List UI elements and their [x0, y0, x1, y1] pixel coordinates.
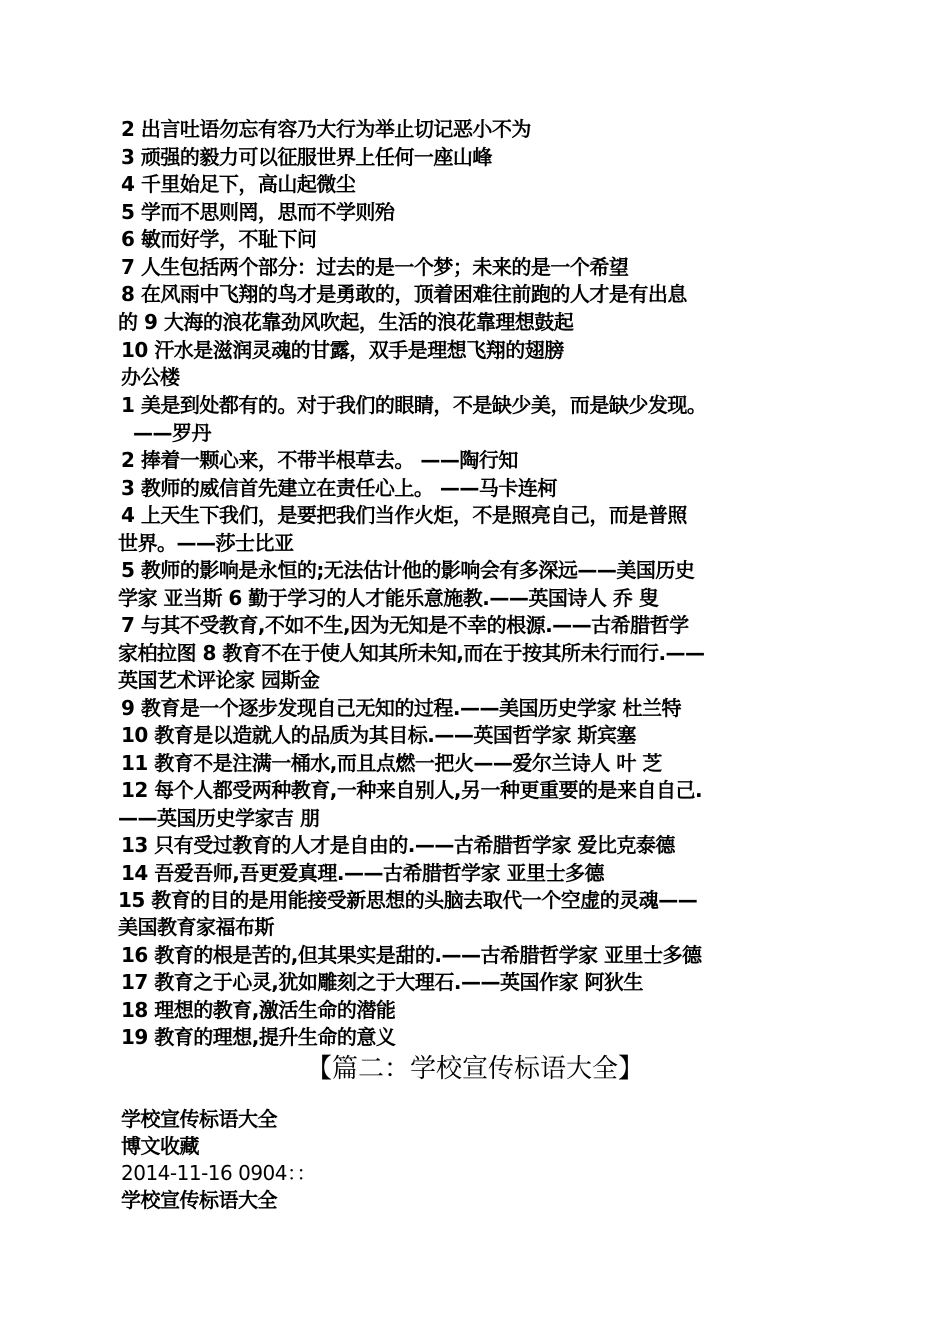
text-line: 9 教育是一个逐步发现自己无知的过程.——美国历史学家 杜兰特: [121, 696, 681, 720]
text-line: 11 教育不是注满一桶水,而且点燃一把火——爱尔兰诗人 叶 芝: [121, 751, 662, 775]
text-line: 14 吾爱吾师,吾更爱真理.——古希腊哲学家 亚里士多德: [121, 861, 604, 885]
text-line: 世界。——莎士比亚: [118, 531, 294, 555]
text-line: 19 教育的理想,提升生命的意义: [121, 1025, 396, 1049]
text-line: 18 理想的教育,激活生命的潜能: [121, 998, 396, 1022]
text-line: 8 在风雨中飞翔的鸟才是勇敢的，顶着困难往前跑的人才是有出息: [121, 282, 687, 306]
text-line: 13 只有受过教育的人才是自由的.——古希腊哲学家 爱比克泰德: [121, 833, 675, 857]
subheading-office-building: 办公楼: [121, 365, 180, 389]
text-line: 7 人生包括两个部分：过去的是一个梦；未来的是一个希望: [121, 255, 629, 279]
section-heading: 【篇二：学校宣传标语大全】: [305, 1054, 644, 1084]
text-line: 3 教师的威信首先建立在责任心上。 ——马卡连柯: [121, 476, 557, 500]
text-line: ——罗丹: [133, 421, 211, 445]
section-title-repeat: 学校宣传标语大全: [121, 1188, 277, 1212]
text-line: 家柏拉图 8 教育不在于使人知其所未知,而在于按其所未行而行.——: [118, 641, 705, 665]
text-line: 的 9 大海的浪花靠劲风吹起，生活的浪花靠理想鼓起: [118, 310, 574, 334]
text-line: 3 顽强的毅力可以征服世界上任何一座山峰: [121, 145, 492, 169]
section-source: 博文收藏: [121, 1134, 199, 1158]
text-line: 7 与其不受教育,不如不生,因为无知是不幸的根源.——古希腊哲学: [121, 613, 689, 637]
text-line: 10 教育是以造就人的品质为其目标.——英国哲学家 斯宾塞: [121, 723, 636, 747]
text-line: 12 每个人都受两种教育,一种来自别人,另一种更重要的是来自自己.: [121, 778, 703, 802]
text-line: ——英国历史学家吉 朋: [118, 806, 320, 830]
text-line: 17 教育之于心灵,犹如雕刻之于大理石.——英国作家 阿狄生: [121, 970, 643, 994]
text-line: 2 出言吐语勿忘有容乃大行为举止切记恶小不为: [121, 117, 531, 141]
section-date: 2014-11-16 0904：：: [121, 1161, 316, 1185]
text-line: 学家 亚当斯 6 勤于学习的人才能乐意施教.——英国诗人 乔 叟: [118, 586, 659, 610]
section-title: 学校宣传标语大全: [121, 1107, 277, 1131]
text-line: 2 捧着一颗心来，不带半根草去。 ——陶行知: [121, 448, 518, 472]
text-line: 6 敏而好学，不耻下问: [121, 227, 317, 251]
text-line: 美国教育家福布斯: [118, 915, 274, 939]
text-line: 5 学而不思则罔，思而不学则殆: [121, 200, 395, 224]
text-line: 15 教育的目的是用能接受新思想的头脑去取代一个空虚的灵魂——: [118, 888, 698, 912]
text-line: 4 千里始足下，高山起微尘: [121, 172, 356, 196]
text-line: 4 上天生下我们，是要把我们当作火炬，不是照亮自己，而是普照: [121, 503, 687, 527]
text-line: 英国艺术评论家 园斯金: [118, 668, 320, 692]
text-line: 5 教师的影响是永恒的;无法估计他的影响会有多深远——美国历史: [121, 558, 695, 582]
text-line: 10 汗水是滋润灵魂的甘露，双手是理想飞翔的翅膀: [121, 338, 564, 362]
text-line: 1 美是到处都有的。对于我们的眼睛，不是缺少美，而是缺少发现。: [121, 393, 707, 417]
text-line: 16 教育的根是苦的,但其果实是甜的.——古希腊哲学家 亚里士多德: [121, 943, 702, 967]
